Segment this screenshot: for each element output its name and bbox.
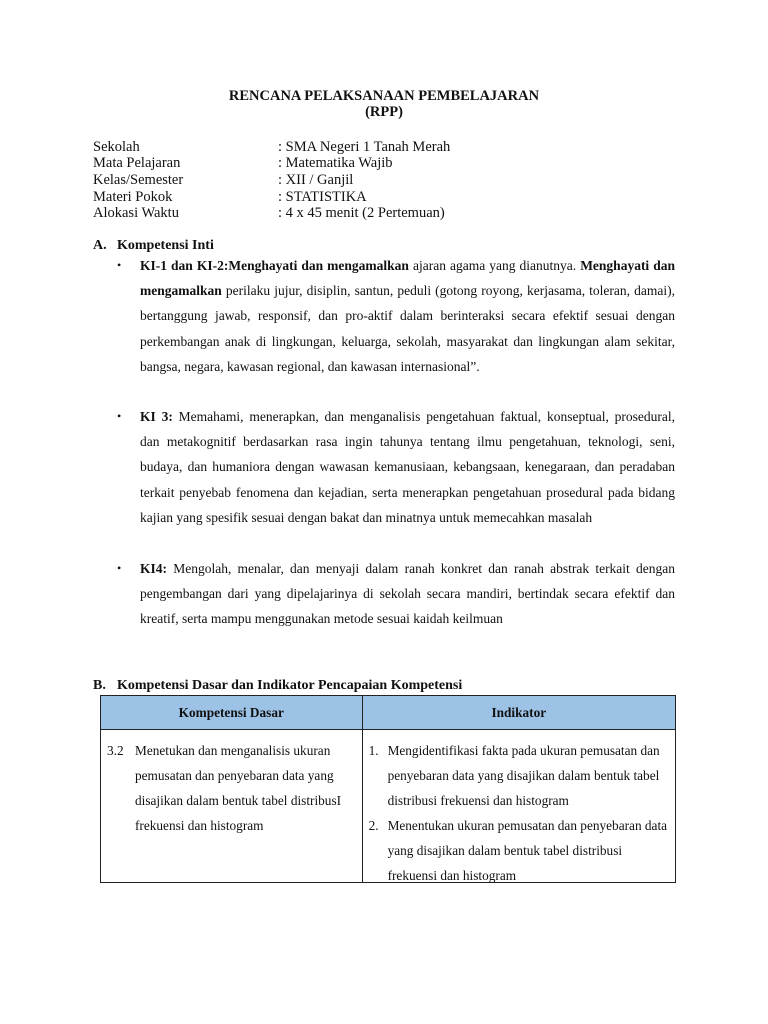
- info-value: : XII / Ganjil: [278, 172, 354, 188]
- bullet-icon: •: [117, 409, 122, 423]
- bullet-icon: •: [117, 258, 122, 272]
- section-letter: A.: [93, 238, 107, 253]
- section-title: Kompetensi Inti: [117, 238, 214, 253]
- table-row: [101, 730, 676, 883]
- ki-text: Mengolah, menalar, dan menyaji dalam ranah konkret dan ranah abstrak terkait dengan pengembangan dari yang dipelajarinya di sekolah secara mandiri, bertindak secara efektif dan kreatif, serta mampu menggunakan metode sesuai kaidah keilmuan: [140, 561, 675, 627]
- indikator-cell: [362, 730, 675, 883]
- ki-label: KI4:: [140, 561, 167, 576]
- info-value: : SMA Negeri 1 Tanah Merah: [278, 139, 451, 155]
- table-header-row: [101, 696, 676, 730]
- ki-4-paragraph: [140, 556, 675, 632]
- ki-3-paragraph: [140, 404, 675, 530]
- list-item: [369, 813, 669, 888]
- indicator-text: Mengidentifikasi fakta pada ukuran pemusatan dan penyebaran data yang disajikan dalam bentuk tabel distribusi frekuensi dan histogram: [387, 743, 660, 808]
- ki-label: KI 3:: [140, 409, 173, 424]
- list-number: 2.: [368, 818, 379, 833]
- kd-cell: [101, 730, 363, 883]
- info-key: Materi Pokok: [93, 189, 173, 205]
- indicator-text: Menentukan ukuran pemusatan dan penyebaran data yang disajikan dalam bentuk tabel distribusi frekuensi dan histogram: [387, 818, 668, 883]
- ki-text: perilaku jujur, disiplin, santun, peduli (gotong royong, kerjasama, toleran, damai), bertanggung jawab, responsif, dan pro-aktif dalam berinteraksi secara efektif sesuai dengan perkembangan anak di lingkungan, keluarga, sekolah, masyarakat dan lingkungan alam sekitar, bangsa, negara, kawasan regional, dan kawasan internasional”.: [140, 283, 675, 374]
- table-header-kompetensi-dasar: Kompetensi Dasar: [101, 696, 363, 730]
- table-header-indikator: Indikator: [362, 696, 675, 730]
- info-key: Mata Pelajaran: [93, 155, 181, 171]
- info-key: Kelas/Semester: [93, 172, 184, 188]
- ki-label: KI-1 dan KI-2:Menghayati dan mengamalkan: [140, 258, 409, 273]
- ki-emphasis: Menghayati dan mengamalkan: [140, 258, 675, 299]
- section-letter: B.: [93, 678, 106, 693]
- indikator-list: [369, 738, 669, 888]
- list-item: [369, 738, 669, 813]
- info-key: Alokasi Waktu: [93, 205, 179, 221]
- ki-1-2-paragraph: [140, 253, 675, 379]
- kompetensi-table: [100, 695, 676, 883]
- info-value: : Matematika Wajib: [278, 155, 393, 171]
- info-value: : 4 x 45 menit (2 Pertemuan): [278, 205, 445, 221]
- section-title: Kompetensi Dasar dan Indikator Pencapaian Kompetensi: [117, 678, 463, 693]
- info-value: : STATISTIKA: [278, 189, 367, 205]
- ki-text: Memahami, menerapkan, dan menganalisis pengetahuan faktual, konseptual, prosedural, dan metakognitif berdasarkan rasa ingin tahunya tentang ilmu pengetahuan, teknologi, seni, budaya, dan humaniora dengan wawasan kemanusiaan, kebangsaan, kenegaraan, dan peradaban terkait penyebab fenomena dan kejadian, serta menerapkan pengetahuan prosedural pada bidang kajian yang spesifik sesuai dengan bakat dan minatnya untuk memecahkan masalah: [140, 409, 676, 525]
- section-a-heading: [93, 238, 214, 254]
- kd-text: Menetukan dan menganalisis ukuran pemusatan dan penyebaran data yang disajikan dalam bentuk tabel distribusI frekuensi dan histogram: [135, 743, 342, 833]
- document-subtitle: (RPP): [365, 104, 403, 120]
- list-number: 1.: [368, 743, 379, 758]
- section-b-heading: [93, 678, 462, 694]
- ki-text: ajaran agama yang dianutnya.: [408, 258, 581, 273]
- kd-number: 3.2: [107, 743, 124, 758]
- document-title: RENCANA PELAKSANAAN PEMBELAJARAN: [228, 88, 540, 104]
- bullet-icon: •: [117, 561, 122, 575]
- info-key: Sekolah: [93, 139, 140, 155]
